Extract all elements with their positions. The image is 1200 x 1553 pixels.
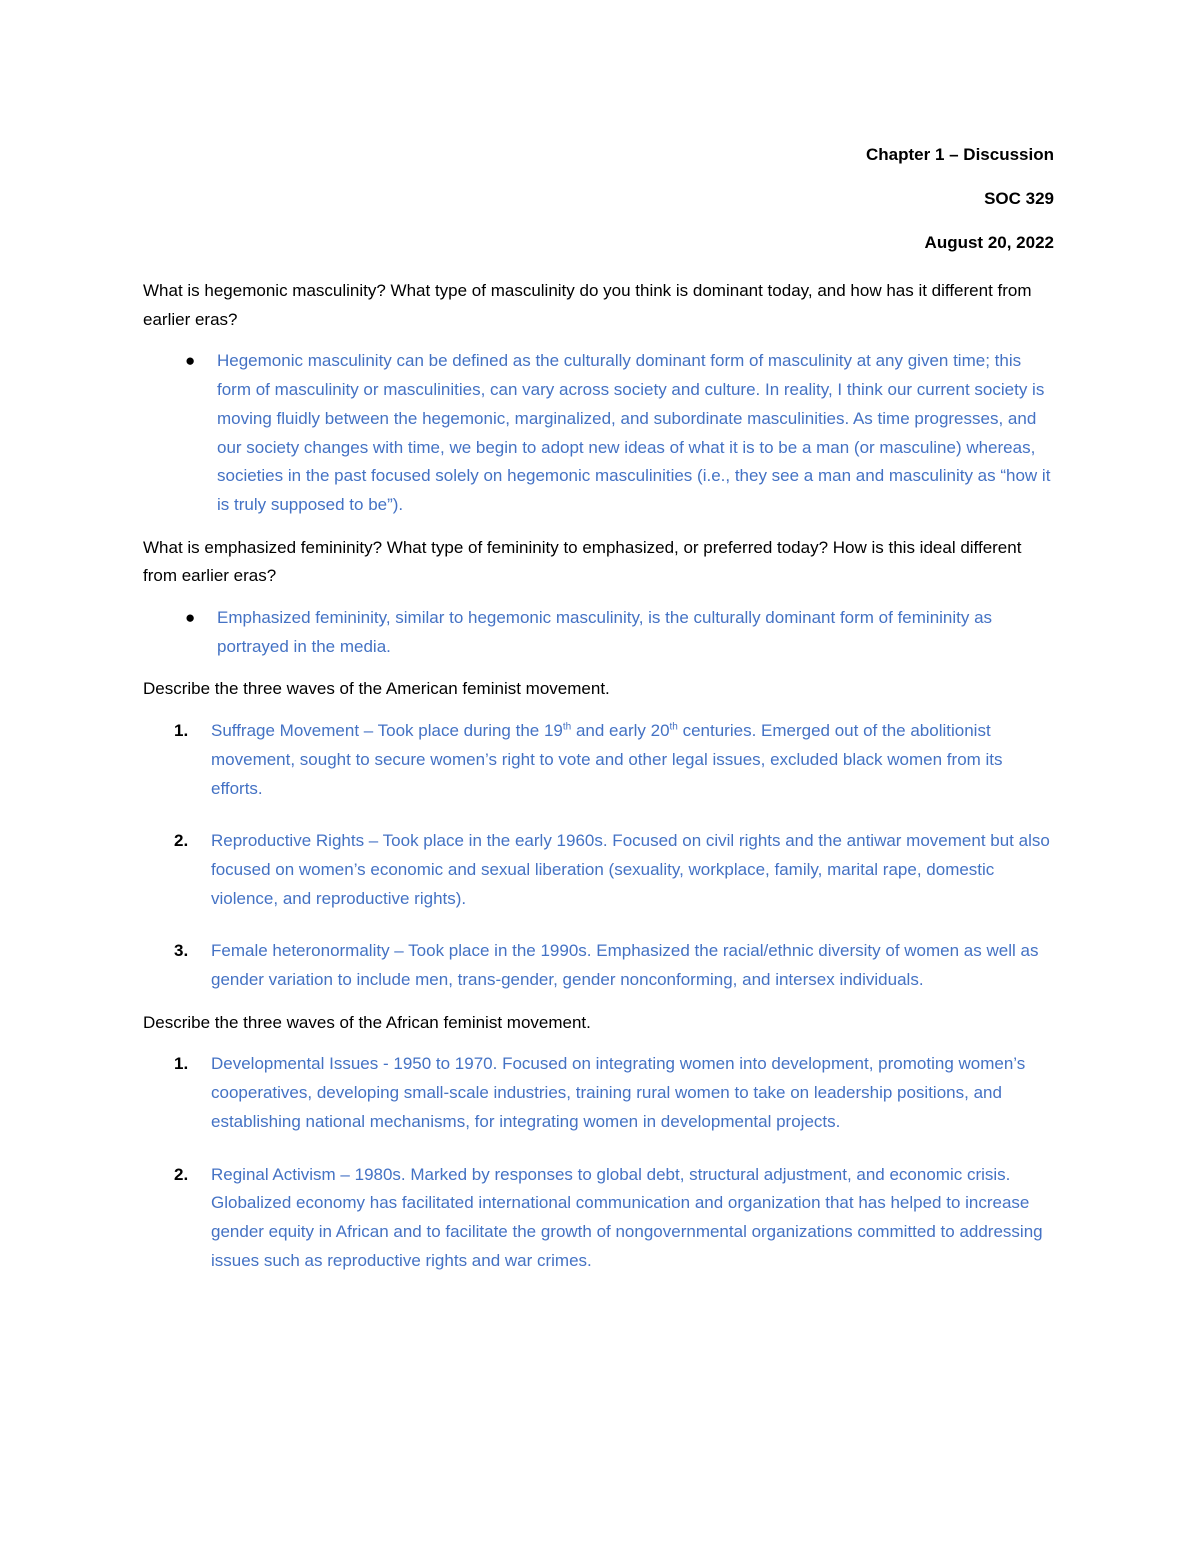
question-emphasized-femininity: What is emphasized femininity? What type of femininity to emphasized, or preferred today? How is this ideal different from earlier eras? bbox=[143, 537, 1022, 586]
list-item bbox=[174, 717, 1053, 803]
american-waves-list bbox=[143, 717, 1053, 995]
american-wave-2: Reproductive Rights – Took place in the early 1960s. Focused on civil rights and the antiwar movement but also focused on women’s economic and sexual liberation (sexuality, workplace, family, marital rape, domestic violence, and reproductive rights). bbox=[211, 831, 1050, 908]
bullet-icon: ● bbox=[185, 351, 196, 371]
list-item bbox=[185, 604, 1053, 661]
question-american-feminist-waves: Describe the three waves of the American feminist movement. bbox=[143, 679, 610, 699]
bullet-icon: ● bbox=[185, 608, 196, 628]
american-wave-1-text-end: centuries. Emerged out of the abolitionist movement, sought to secure women’s right to vote and other legal issues, excluded black women from its efforts. bbox=[211, 721, 1003, 798]
item-number: 2. bbox=[174, 1164, 189, 1184]
document-header bbox=[866, 144, 1054, 276]
list-item bbox=[174, 1161, 1053, 1276]
answer-emphasized-femininity: Emphasized femininity, similar to hegemonic masculinity, is the culturally dominant form of femininity as portrayed in the media. bbox=[217, 608, 993, 656]
question-hegemonic-masculinity: What is hegemonic masculinity? What type of masculinity do you think is dominant today, and how has it different from earlier eras? bbox=[143, 281, 1032, 329]
list-item bbox=[174, 827, 1053, 913]
document-date: August 20, 2022 bbox=[924, 233, 1054, 252]
answer-list-emphasized-femininity bbox=[143, 604, 1053, 661]
african-wave-2: Reginal Activism – 1980s. Marked by responses to global debt, structural adjustment, and economic crisis. Globalized economy has facilitated international communication and organization that has helped to increase gender equity in African and to facilitate the growth of nongovernmental organizations committed to addressing issues such as reproductive rights and war crimes. bbox=[211, 1164, 1043, 1270]
item-number: 2. bbox=[174, 831, 189, 851]
item-number: 1. bbox=[174, 1054, 189, 1074]
american-wave-1 bbox=[211, 721, 1003, 797]
answer-list-hegemonic-masculinity bbox=[143, 347, 1053, 519]
question-african-feminist-waves: Describe the three waves of the African feminist movement. bbox=[143, 1012, 591, 1032]
list-item bbox=[185, 347, 1053, 519]
answer-hegemonic-masculinity: Hegemonic masculinity can be defined as the culturally dominant form of masculinity at any given time; this form of masculinity or masculinities, can vary across society and culture. In reality, I think our current society is moving fluidly between the hegemonic, marginalized, and subordinate masculinities. As time progresses, and our society changes with time, we begin to adopt new ideas of what it is to be a man (or masculine) whereas, societies in the past focused solely on hegemonic masculinities (i.e., they see a man and masculinity as “how it is truly supposed to be”). bbox=[217, 351, 1051, 514]
american-wave-1-text-start: Suffrage Movement – Took place during the 19 bbox=[211, 721, 563, 741]
item-number: 1. bbox=[174, 721, 189, 741]
document-title: Chapter 1 – Discussion bbox=[865, 145, 1054, 164]
superscript-th: th bbox=[562, 721, 572, 733]
course-code: SOC 329 bbox=[984, 189, 1054, 208]
document-body bbox=[143, 277, 1053, 1289]
list-item bbox=[174, 937, 1053, 994]
american-wave-3: Female heteronormality – Took place in the 1990s. Emphasized the racial/ethnic diversity of women as well as gender variation to include men, trans-gender, gender nonconforming, and intersex individuals. bbox=[211, 941, 1039, 990]
american-wave-1-text-middle: and early 20 bbox=[571, 721, 670, 741]
african-waves-list bbox=[143, 1050, 1053, 1275]
list-item bbox=[174, 1050, 1053, 1136]
superscript-th: th bbox=[669, 721, 678, 733]
item-number: 3. bbox=[174, 941, 189, 961]
african-wave-1: Developmental Issues - 1950 to 1970. Focused on integrating women into development, promoting women’s cooperatives, developing small-scale industries, training rural women to take on leadership positions, and establishing national mechanisms, for integrating women in developmental projects. bbox=[211, 1054, 1026, 1131]
